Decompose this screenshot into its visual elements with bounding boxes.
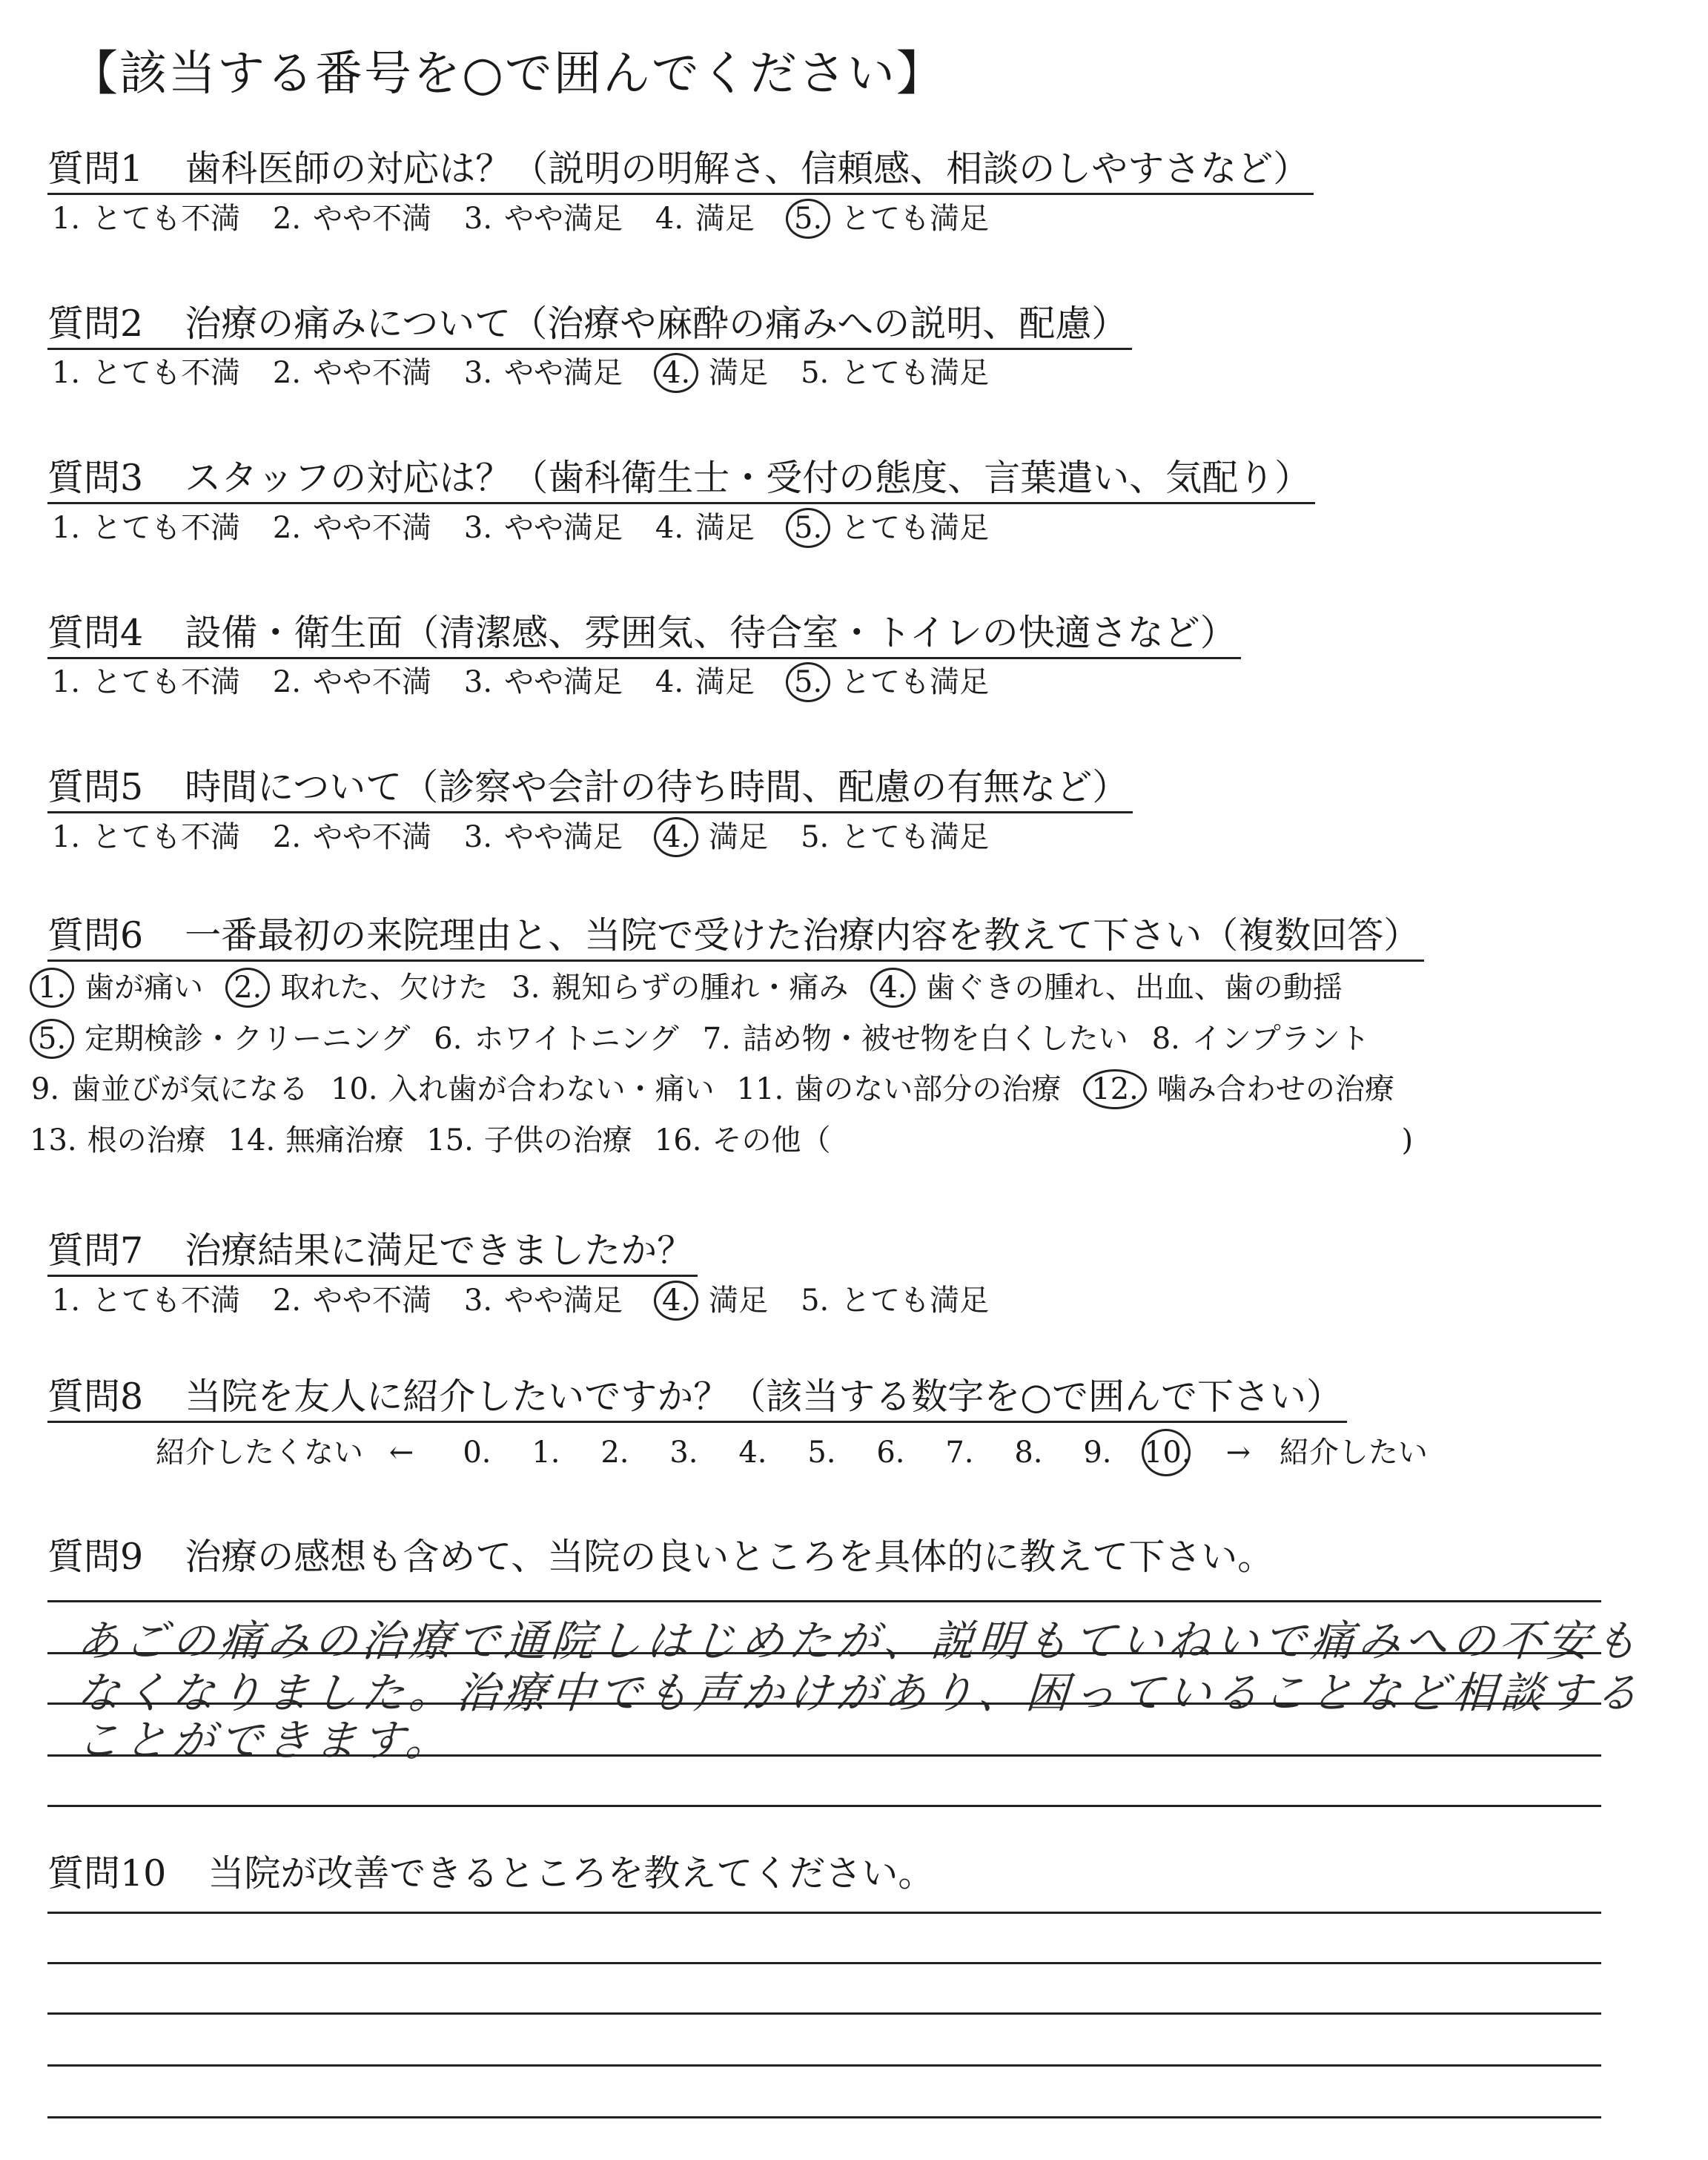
question-2-label: 質問2 bbox=[47, 303, 144, 345]
option-number: 3. bbox=[463, 202, 493, 236]
question-10-label: 質問10 bbox=[47, 1852, 167, 1895]
question-4-options bbox=[50, 662, 1020, 701]
option-label: やや不満 bbox=[313, 511, 431, 545]
option-number: 10. bbox=[331, 1072, 378, 1106]
circled-option-number: 4. bbox=[654, 1281, 698, 1321]
option[interactable] bbox=[30, 1118, 206, 1163]
option[interactable] bbox=[50, 818, 240, 856]
option-label: 噛み合わせの治療 bbox=[1156, 1072, 1394, 1106]
option[interactable] bbox=[655, 1118, 831, 1163]
option[interactable] bbox=[654, 509, 755, 547]
option-label: 子供の治療 bbox=[483, 1123, 632, 1157]
answer-line bbox=[47, 1805, 1601, 1807]
option-label: ホワイトニング bbox=[474, 1022, 679, 1056]
option-number: 4. bbox=[655, 665, 684, 699]
option-label: 入れ歯が合わない・痛い bbox=[388, 1072, 715, 1106]
option[interactable] bbox=[228, 1118, 405, 1163]
option-label: やや満足 bbox=[504, 356, 623, 390]
option-number: 5. bbox=[801, 1284, 830, 1318]
option-number: 5. bbox=[801, 820, 830, 854]
circled-option-number: 5. bbox=[786, 199, 830, 239]
option[interactable] bbox=[50, 509, 240, 547]
option-number: 6. bbox=[434, 1022, 463, 1056]
handwritten-answer-line-1: あごの痛みの治療で通院しはじめたが、説明もていねいで痛みへの不安も bbox=[75, 1616, 1644, 1666]
option-label: とても不満 bbox=[92, 511, 240, 545]
option-label: 満足 bbox=[709, 356, 769, 390]
option[interactable] bbox=[30, 1067, 308, 1112]
option-number: 7. bbox=[702, 1022, 731, 1056]
option-number: 14. bbox=[228, 1123, 276, 1157]
option-label: やや満足 bbox=[504, 1284, 623, 1318]
other-close-paren: ) bbox=[1401, 1123, 1414, 1157]
question-5-options bbox=[50, 817, 1020, 856]
option-label: とても満足 bbox=[841, 511, 990, 545]
option[interactable] bbox=[1083, 1067, 1394, 1112]
question-9-heading bbox=[47, 1533, 1278, 1581]
option-number: 3. bbox=[463, 356, 493, 390]
scale-number[interactable]: 4. bbox=[738, 1436, 767, 1470]
option-label: とても不満 bbox=[92, 356, 240, 390]
option-number: 8. bbox=[1151, 1022, 1180, 1056]
scale-right-label: 紹介したい bbox=[1279, 1436, 1428, 1470]
option[interactable] bbox=[701, 1017, 1128, 1061]
question-1-heading bbox=[47, 145, 1314, 195]
option-label: やや満足 bbox=[504, 202, 623, 236]
option[interactable] bbox=[654, 353, 768, 393]
option-number: 3. bbox=[463, 1284, 493, 1318]
answer-line bbox=[47, 1754, 1601, 1757]
circled-option-number: 5. bbox=[30, 1019, 74, 1059]
option[interactable] bbox=[463, 1281, 623, 1320]
question-6-row bbox=[30, 1118, 1413, 1163]
option[interactable] bbox=[737, 1067, 1062, 1112]
option-label: 詰め物・被せ物を白くしたい bbox=[742, 1022, 1128, 1056]
option-number: 9. bbox=[30, 1072, 60, 1106]
option[interactable] bbox=[426, 1118, 632, 1163]
option-label: 無痛治療 bbox=[285, 1123, 405, 1157]
option-label: やや不満 bbox=[313, 202, 431, 236]
question-4-text: 設備・衛生面（清潔感、雰囲気、待合室・トイレの快適さなど） bbox=[185, 612, 1237, 654]
option-label: やや不満 bbox=[313, 1284, 431, 1318]
option-number: 3. bbox=[463, 820, 493, 854]
circled-scale-number[interactable]: 10. bbox=[1142, 1429, 1191, 1476]
question-3-heading bbox=[47, 455, 1315, 504]
option[interactable] bbox=[50, 354, 240, 392]
circled-option-number: 1. bbox=[30, 968, 74, 1008]
question-7-options bbox=[50, 1281, 1020, 1319]
option[interactable] bbox=[870, 965, 1343, 1010]
question-8-heading bbox=[47, 1373, 1347, 1423]
option[interactable] bbox=[786, 662, 989, 702]
answer-line bbox=[47, 1600, 1601, 1602]
option-number: 2. bbox=[272, 1284, 302, 1318]
question-2-text: 治療の痛みについて（治療や麻酔の痛みへの説明、配慮） bbox=[185, 303, 1128, 345]
circled-option-number: 4. bbox=[654, 817, 698, 857]
option-label: インプラント bbox=[1191, 1022, 1370, 1056]
question-5-label: 質問5 bbox=[47, 766, 144, 808]
question-1-label: 質問1 bbox=[47, 148, 144, 190]
option-number: 1. bbox=[51, 356, 81, 390]
option-label: やや不満 bbox=[313, 820, 431, 854]
option-number: 3. bbox=[463, 665, 493, 699]
question-2-options bbox=[50, 353, 1020, 392]
question-9-text: 治療の感想も含めて、当院の良いところを具体的に教えて下さい。 bbox=[185, 1536, 1274, 1578]
scale-number[interactable]: 3. bbox=[669, 1436, 698, 1470]
question-7-text: 治療結果に満足できましたか？ bbox=[185, 1229, 694, 1272]
option[interactable] bbox=[654, 199, 755, 238]
option-label: 満足 bbox=[695, 665, 755, 699]
option[interactable] bbox=[271, 509, 431, 547]
option-label: 満足 bbox=[709, 1284, 769, 1318]
option[interactable] bbox=[331, 1067, 715, 1112]
question-5-text: 時間について（診察や会計の待ち時間、配慮の有無など） bbox=[185, 766, 1129, 808]
option-label: とても不満 bbox=[92, 820, 240, 854]
handwritten-answer-line-2: なくなりました。治療中でも声かけがあり、困っていることなど相談する bbox=[75, 1668, 1645, 1718]
question-3-label: 質問3 bbox=[47, 457, 144, 499]
option[interactable] bbox=[463, 663, 623, 701]
option[interactable] bbox=[786, 508, 989, 548]
option-label: 満足 bbox=[709, 820, 769, 854]
option-label: やや不満 bbox=[313, 665, 431, 699]
scale-number[interactable]: 5. bbox=[807, 1436, 836, 1470]
option[interactable] bbox=[799, 354, 989, 392]
option[interactable] bbox=[1151, 1017, 1370, 1061]
option-number: 1. bbox=[51, 665, 81, 699]
option[interactable] bbox=[432, 1017, 678, 1061]
left-arrow-icon: ← bbox=[388, 1436, 414, 1470]
option-label: 満足 bbox=[695, 202, 755, 236]
option[interactable] bbox=[510, 965, 848, 1010]
option[interactable] bbox=[30, 1017, 410, 1061]
option-number: 2. bbox=[272, 820, 302, 854]
option-label: 定期検診・クリーニング bbox=[85, 1022, 411, 1056]
question-8-text: 当院を友人に紹介したいですか？（該当する数字を○で囲んで下さい） bbox=[185, 1375, 1343, 1418]
circled-option-number: 5. bbox=[786, 662, 830, 702]
option-number: 2. bbox=[272, 511, 302, 545]
option[interactable] bbox=[50, 1281, 240, 1320]
option-number: 16. bbox=[654, 1123, 702, 1157]
option-label: とても満足 bbox=[841, 202, 990, 236]
question-3-options bbox=[50, 508, 1020, 546]
option-number: 15. bbox=[426, 1123, 474, 1157]
option-number: 5. bbox=[801, 356, 830, 390]
question-7-label: 質問7 bbox=[47, 1229, 144, 1272]
answer-line bbox=[47, 2064, 1601, 2067]
question-4-heading bbox=[47, 610, 1241, 659]
option-label: 親知らずの腫れ・痛み bbox=[552, 971, 849, 1005]
option-label: とても満足 bbox=[841, 1284, 990, 1318]
question-10-heading bbox=[47, 1850, 939, 1898]
option[interactable] bbox=[654, 663, 755, 701]
option[interactable] bbox=[271, 199, 431, 238]
option[interactable] bbox=[50, 199, 240, 238]
scale-number[interactable]: 6. bbox=[876, 1436, 905, 1470]
question-7-heading bbox=[47, 1227, 698, 1277]
handwritten-answer-line-3: ことができます。 bbox=[75, 1715, 455, 1766]
question-6-heading bbox=[47, 912, 1424, 962]
option-label: 取れた、欠けた bbox=[280, 971, 489, 1005]
option-number: 11. bbox=[736, 1072, 784, 1106]
option-number: 2. bbox=[272, 202, 302, 236]
option-label: その他（ bbox=[712, 1123, 831, 1157]
question-3-text: スタッフの対応は？（歯科衛生士・受付の態度、言葉遣い、気配り） bbox=[185, 457, 1311, 499]
answer-line bbox=[47, 1962, 1601, 1964]
question-1-text: 歯科医師の対応は？（説明の明解さ、信頼感、相談のしやすさなど） bbox=[185, 148, 1310, 190]
option[interactable] bbox=[271, 354, 431, 392]
question-9-label: 質問9 bbox=[47, 1536, 144, 1578]
answer-line bbox=[47, 2116, 1601, 2118]
option-label: とても満足 bbox=[841, 820, 990, 854]
scale-number[interactable]: 0. bbox=[463, 1436, 491, 1470]
option[interactable] bbox=[271, 818, 431, 856]
page-title: 【該当する番号を○で囲んでください】 bbox=[70, 47, 945, 102]
question-10-text: 当院が改善できるところを教えてください。 bbox=[208, 1852, 935, 1895]
option[interactable] bbox=[654, 817, 768, 857]
option-label: とても不満 bbox=[92, 202, 240, 236]
option[interactable] bbox=[50, 663, 240, 701]
option-label: とても不満 bbox=[92, 665, 240, 699]
option-number: 4. bbox=[655, 511, 684, 545]
scale-left-label: 紹介したくない bbox=[156, 1436, 363, 1470]
option[interactable] bbox=[799, 1281, 989, 1320]
option-label: 歯が痛い bbox=[85, 971, 204, 1005]
option-label: とても不満 bbox=[92, 1284, 240, 1318]
question-5-heading bbox=[47, 764, 1133, 813]
option[interactable] bbox=[271, 1281, 431, 1320]
option-number: 13. bbox=[30, 1123, 77, 1157]
option-number: 1. bbox=[51, 820, 81, 854]
option-number: 4. bbox=[655, 202, 684, 236]
question-6-text: 一番最初の来院理由と、当院で受けた治療内容を教えて下さい（複数回答） bbox=[185, 914, 1420, 957]
circled-option-number: 4. bbox=[654, 353, 698, 393]
option-label: 満足 bbox=[695, 511, 755, 545]
option-number: 3. bbox=[512, 971, 540, 1005]
circled-option-number: 12. bbox=[1083, 1069, 1147, 1109]
option[interactable] bbox=[654, 1281, 768, 1321]
question-1-options bbox=[50, 199, 1020, 237]
scale-number[interactable]: 7. bbox=[945, 1436, 974, 1470]
option-label: やや不満 bbox=[313, 356, 431, 390]
option[interactable] bbox=[225, 965, 488, 1010]
option-label: やや満足 bbox=[504, 511, 623, 545]
option-number: 2. bbox=[272, 665, 302, 699]
answer-line bbox=[47, 1912, 1601, 1914]
option-label: とても満足 bbox=[841, 665, 990, 699]
question-4-label: 質問4 bbox=[47, 612, 144, 654]
option-label: とても満足 bbox=[841, 356, 990, 390]
option-number: 2. bbox=[272, 356, 302, 390]
option[interactable] bbox=[463, 818, 623, 856]
scale-number[interactable]: 8. bbox=[1014, 1436, 1043, 1470]
circled-option-number: 5. bbox=[786, 508, 830, 548]
option[interactable] bbox=[463, 199, 623, 238]
option[interactable] bbox=[786, 199, 989, 239]
option[interactable] bbox=[30, 965, 203, 1010]
option[interactable] bbox=[463, 509, 623, 547]
option-label: 歯ぐきの腫れ、出血、歯の動揺 bbox=[925, 971, 1343, 1005]
option[interactable] bbox=[463, 354, 623, 392]
option-number: 3. bbox=[463, 511, 493, 545]
scale-number[interactable]: 2. bbox=[600, 1436, 629, 1470]
question-6-label: 質問6 bbox=[47, 914, 144, 957]
question-6-row bbox=[30, 965, 1365, 1010]
scale-number[interactable]: 1. bbox=[532, 1436, 560, 1470]
answer-line bbox=[47, 2012, 1601, 2015]
option[interactable] bbox=[799, 818, 989, 856]
question-2-heading bbox=[47, 300, 1132, 350]
answer-line bbox=[47, 1652, 1601, 1654]
circled-option-number: 4. bbox=[870, 968, 915, 1008]
right-arrow-icon: → bbox=[1225, 1436, 1251, 1470]
option-number: 1. bbox=[51, 1284, 81, 1318]
circled-option-number: 2. bbox=[225, 968, 270, 1008]
option-label: やや満足 bbox=[504, 820, 623, 854]
option-label: 歯並びが気になる bbox=[71, 1072, 308, 1106]
option-label: 歯のない部分の治療 bbox=[794, 1072, 1062, 1106]
option-label: 根の治療 bbox=[87, 1123, 206, 1157]
option-number: 1. bbox=[51, 511, 81, 545]
question-6-row bbox=[30, 1017, 1392, 1061]
scale-number[interactable]: 9. bbox=[1083, 1436, 1112, 1470]
recommend-scale bbox=[156, 1428, 1428, 1477]
option-label: やや満足 bbox=[504, 665, 623, 699]
question-6-row bbox=[30, 1067, 1417, 1112]
option-number: 1. bbox=[51, 202, 81, 236]
answer-line bbox=[47, 1702, 1601, 1705]
question-8-label: 質問8 bbox=[47, 1375, 144, 1418]
option[interactable] bbox=[271, 663, 431, 701]
